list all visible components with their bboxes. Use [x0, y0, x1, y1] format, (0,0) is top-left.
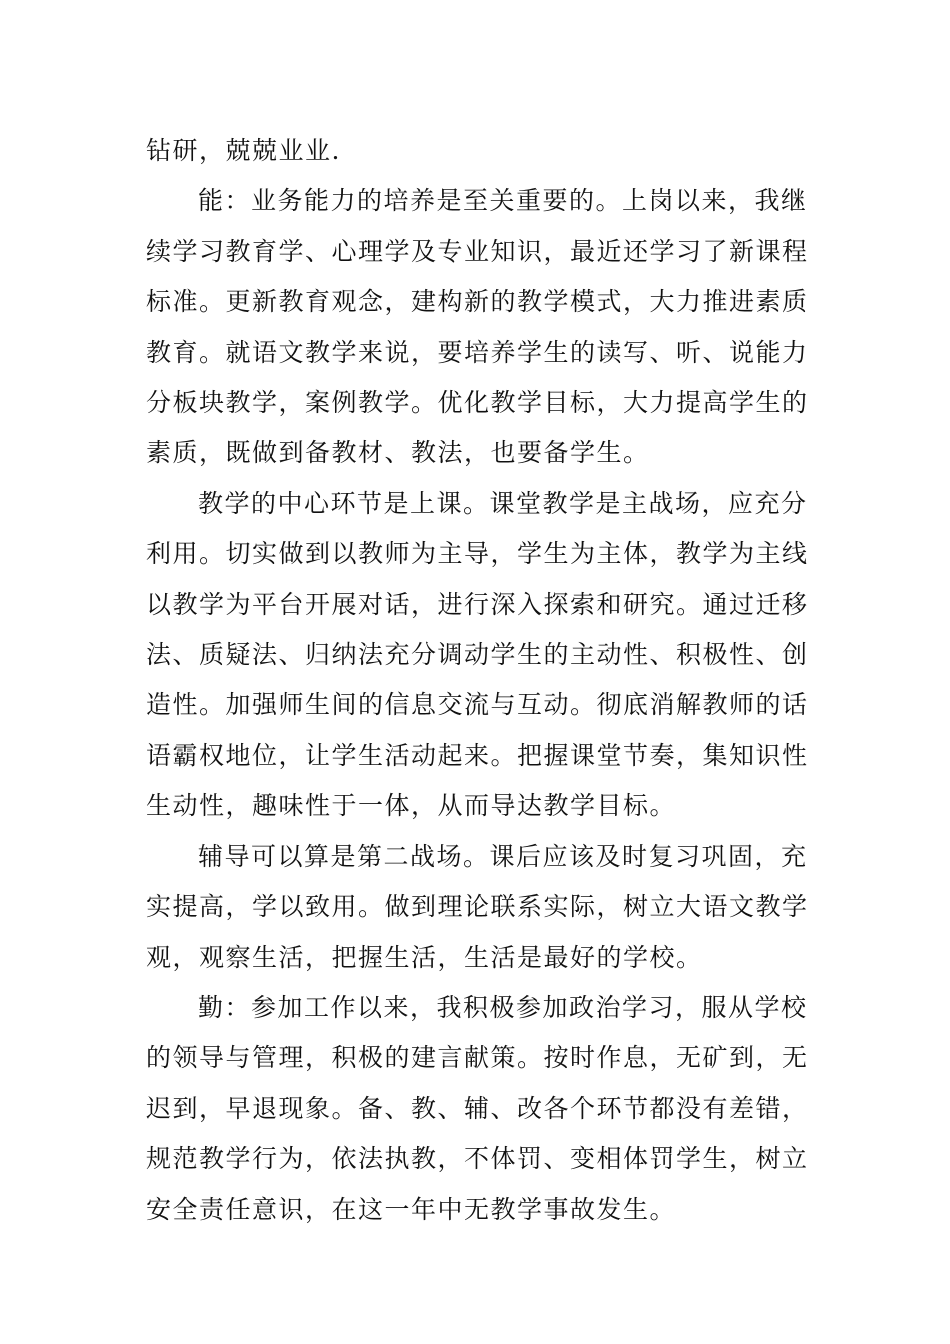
text-line: 辅导可以算是第二战场。课后应该及时复习巩固，充: [198, 841, 808, 871]
text-line: 教学的中心环节是上课。课堂教学是主战场，应充分: [198, 488, 808, 518]
text-line: 的领导与管理，积极的建言献策。按时作息，无矿到，无: [146, 1043, 809, 1073]
text-line: 能：业务能力的培养是至关重要的。上岗以来，我继: [198, 186, 808, 216]
text-line: 素质，既做到备教材、教法，也要备学生。: [146, 438, 650, 468]
text-line: 语霸权地位，让学生活动起来。把握课堂节奏，集知识性: [146, 740, 809, 770]
text-line: 规范教学行为，依法执教，不体罚、变相体罚学生，树立: [146, 1144, 809, 1174]
paragraph: [146, 983, 811, 1235]
paragraph: [146, 479, 811, 832]
text-line: 实提高，学以致用。做到理论联系实际，树立大语文教学: [146, 892, 809, 922]
text-line: 标准。更新教育观念，建构新的教学模式，大力推进素质: [146, 287, 809, 317]
text-line: 教育。就语文教学来说，要培养学生的读写、听、说能力: [146, 337, 809, 367]
text-line: 造性。加强师生间的信息交流与互动。彻底消解教师的话: [146, 690, 809, 720]
paragraph: [146, 126, 811, 176]
text-line: 生动性，趣味性于一体，从而导达教学目标。: [146, 791, 677, 821]
text-line: 利用。切实做到以教师为主导，学生为主体，教学为主线: [146, 539, 809, 569]
text-line: 法、质疑法、归纳法充分调动学生的主动性、积极性、创: [146, 640, 809, 670]
text-line: 以教学为平台开展对话，进行深入探索和研究。通过迁移: [146, 589, 809, 619]
text-line: 续学习教育学、心理学及专业知识，最近还学习了新课程: [146, 236, 809, 266]
text-line: 安全责任意识，在这一年中无教学事故发生。: [146, 1194, 677, 1224]
document-body: [146, 126, 811, 1235]
paragraph: [146, 832, 811, 983]
text-line: 分板块教学，案例教学。优化教学目标，大力提高学生的: [146, 388, 809, 418]
paragraph: [146, 176, 811, 478]
text-line: 钻研，兢兢业业.: [146, 136, 341, 165]
text-line: 勤：参加工作以来，我积极参加政治学习，服从学校: [198, 992, 808, 1022]
text-line: 迟到，早退现象。备、教、辅、改各个环节都没有差错，: [146, 1093, 809, 1123]
text-line: 观，观察生活，把握生活，生活是最好的学校。: [146, 942, 703, 972]
